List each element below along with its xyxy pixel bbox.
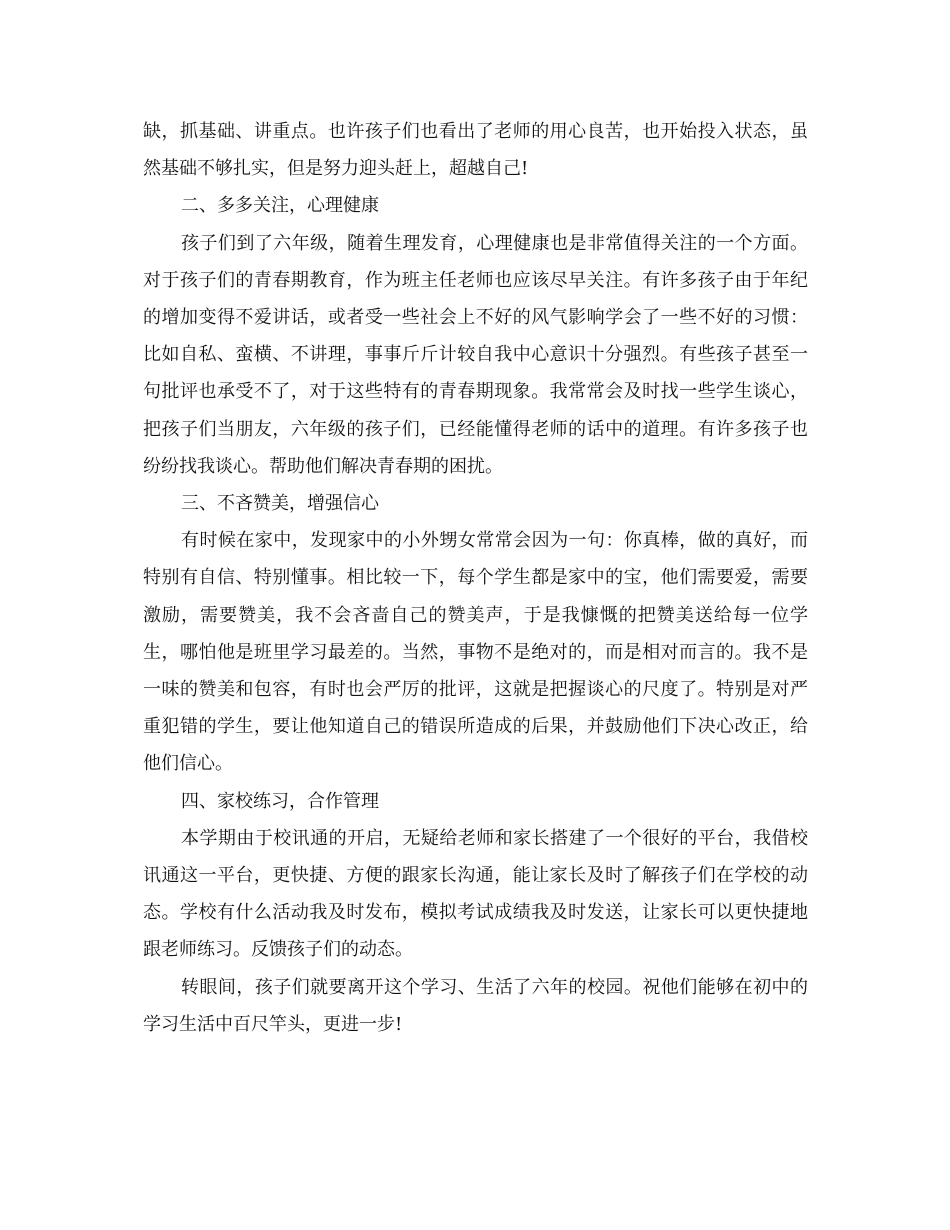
paragraph-mental-health: 孩子们到了六年级，随着生理发育，心理健康也是非常值得关注的一个方面。对于孩子们的青春期教育，作为班主任老师也应该尽早关注。有许多孩子由于年纪的增加变得不爱讲话，或者受一些社会上不好的风气影响学会了一些不好的习惯：比如自私、蛮横、不讲理，事事斤斤计较自我中心意识十分强烈。有些孩子甚至一句批评也承受不了，对于这些特有的青春期现象。我常常会及时找一些学生谈心，把孩子们当朋友，六年级的孩子们，已经能懂得老师的话中的道理。有许多孩子也纷纷找我谈心。帮助他们解决青春期的困扰。 xyxy=(143,232,808,477)
paragraph-home-school: 本学期由于校讯通的开启，无疑给老师和家长搭建了一个很好的平台，我借校讯通这一平台，更快捷、方便的跟家长沟通，能让家长及时了解孩子们在学校的动态。学校有什么活动我及时发布，模拟考试成绩我及时发送，让家长可以更快捷地跟老师练习。反馈孩子们的动态。 xyxy=(143,827,808,961)
section-heading-4: 四、家校练习，合作管理 xyxy=(181,790,379,812)
paragraph-continuation: 缺，抓基础、讲重点。也许孩子们也看出了老师的用心良苦，也开始投入状态，虽然基础不够扎实，但是努力迎头赶上，超越自己! xyxy=(143,121,808,180)
document-body xyxy=(143,113,808,1043)
paragraph-closing: 转眼间，孩子们就要离开这个学习、生活了六年的校园。祝他们能够在初中的学习生活中百尺竿头，更进一步! xyxy=(143,976,808,1035)
section-heading-3: 三、不吝赞美，增强信心 xyxy=(181,493,379,515)
section-heading-2: 二、多多关注，心理健康 xyxy=(181,195,379,217)
paragraph-praise: 有时候在家中，发现家中的小外甥女常常会因为一句：你真棒，做的真好，而特别有自信、特别懂事。相比较一下，每个学生都是家中的宝，他们需要爱，需要激励，需要赞美，我不会吝啬自己的赞美声，于是我慷慨的把赞美送给每一位学生，哪怕他是班里学习最差的。当然，事物不是绝对的，而是相对而言的。我不是一味的赞美和包容，有时也会严厉的批评，这就是把握谈心的尺度了。特别是对严重犯错的学生，要让他知道自己的错误所造成的后果，并鼓励他们下决心改正，给他们信心。 xyxy=(143,530,808,775)
